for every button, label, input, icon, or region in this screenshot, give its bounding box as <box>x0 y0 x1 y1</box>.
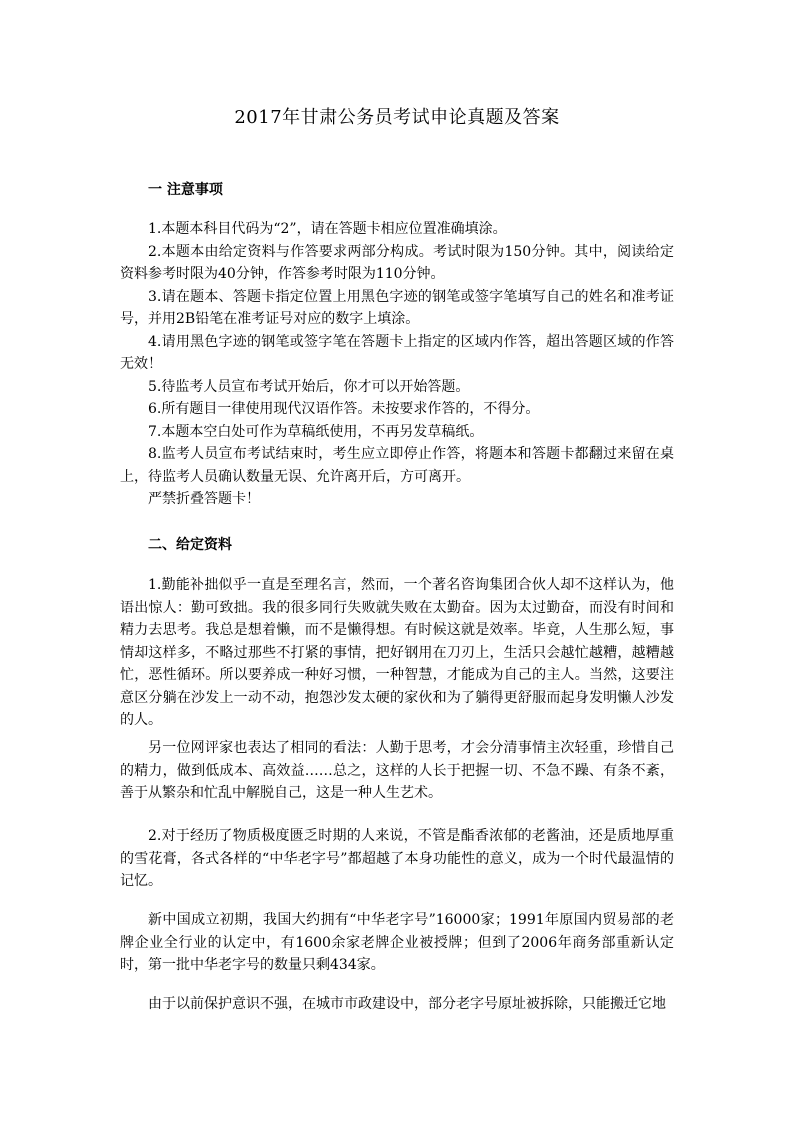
material-paragraph-3: 2.对于经历了物质极度匮乏时期的人来说，不管是酯香浓郁的老酱油，还是质地厚重的雪花膏，各式各样的“中华老字号”都超越了本身功能性的意义，成为一个时代最温情的记忆。 <box>120 828 674 889</box>
material-paragraph-4: 新中国成立初期，我国大约拥有“中华老字号”16000家；1991年原国内贸易部的老牌企业全行业的认定中，有1600余家老牌企业被授牌；但到了2006年商务部重新认定时，第一批中华老字号的数量只剩434家。 <box>120 912 674 973</box>
material-paragraph-2: 另一位网评家也表达了相同的看法：人勤于思考，才会分清事情主次轻重，珍惜自己的精力，做到低成本、高效益……总之，这样的人长于把握一切、不急不躁、有条不紊，善于从繁杂和忙乱中解脱自己，这是一种人生艺术。 <box>120 740 674 801</box>
note-item-5: 5.待监考人员宣布考试开始后，你才可以开始答题。 <box>148 378 470 395</box>
note-item-2: 2.本题本由给定资料与作答要求两部分构成。考试时限为150分钟。其中，阅读给定资料参考时限为40分钟，作答参考时限为110分钟。 <box>120 243 674 282</box>
document-title: 2017年甘肃公务员考试申论真题及答案 <box>234 107 560 128</box>
note-warning: 严禁折叠答题卡！ <box>148 491 260 507</box>
material-paragraph-1: 1.勤能补拙似乎一直是至理名言，然而，一个著名咨询集团合伙人却不这样认为，他语出惊人：勤可致拙。我的很多同行失败就失败在太勤奋。因为太过勤奋，而没有时间和精力去思考。我总是想着懒，而不是懒得想。有时候这就是效率。毕竟，人生那么短，事情却这样多，不略过那些不打紧的事情，把好钢用在刀刃上，生活只会越忙越糟，越糟越忙，恶性循环。所以要养成一种好习惯，一种智慧，才能成为自己的主人。当然，这要注意区分躺在沙发上一动不动，抱怨沙发太硬的家伙和为了躺得更舒服而起身发明懒人沙发的人。 <box>120 577 674 728</box>
note-item-6: 6.所有题目一律使用现代汉语作答。未按要求作答的，不得分。 <box>148 401 540 417</box>
notes-list <box>120 218 674 511</box>
material-paragraph-5: 由于以前保护意识不强，在城市市政建设中，部分老字号原址被拆除，只能搬迁它地 <box>148 996 666 1012</box>
section-heading-notes: 一 注意事项 <box>148 182 223 198</box>
note-item-4: 4.请用黑色字迹的钢笔或签字笔在答题卡上指定的区域内作答，超出答题区域的作答无效！ <box>120 333 674 372</box>
note-item-1: 1.本题本科目代码为“2”，请在答题卡相应位置准确填涂。 <box>148 221 507 237</box>
note-item-8: 8.监考人员宣布考试结束时，考生应立即停止作答，将题本和答题卡都翻过来留在桌上，待监考人员确认数量无误、允许离开后，方可离开。 <box>120 446 674 485</box>
section-heading-materials: 二、给定资料 <box>148 537 232 553</box>
note-item-7: 7.本题本空白处可作为草稿纸使用，不再另发草稿纸。 <box>148 423 484 440</box>
note-item-3: 3.请在题本、答题卡指定位置上用黑色字迹的钢笔或签字笔填写自己的姓名和准考证号，并用2B铅笔在准考证号对应的数字上填涂。 <box>120 288 674 327</box>
